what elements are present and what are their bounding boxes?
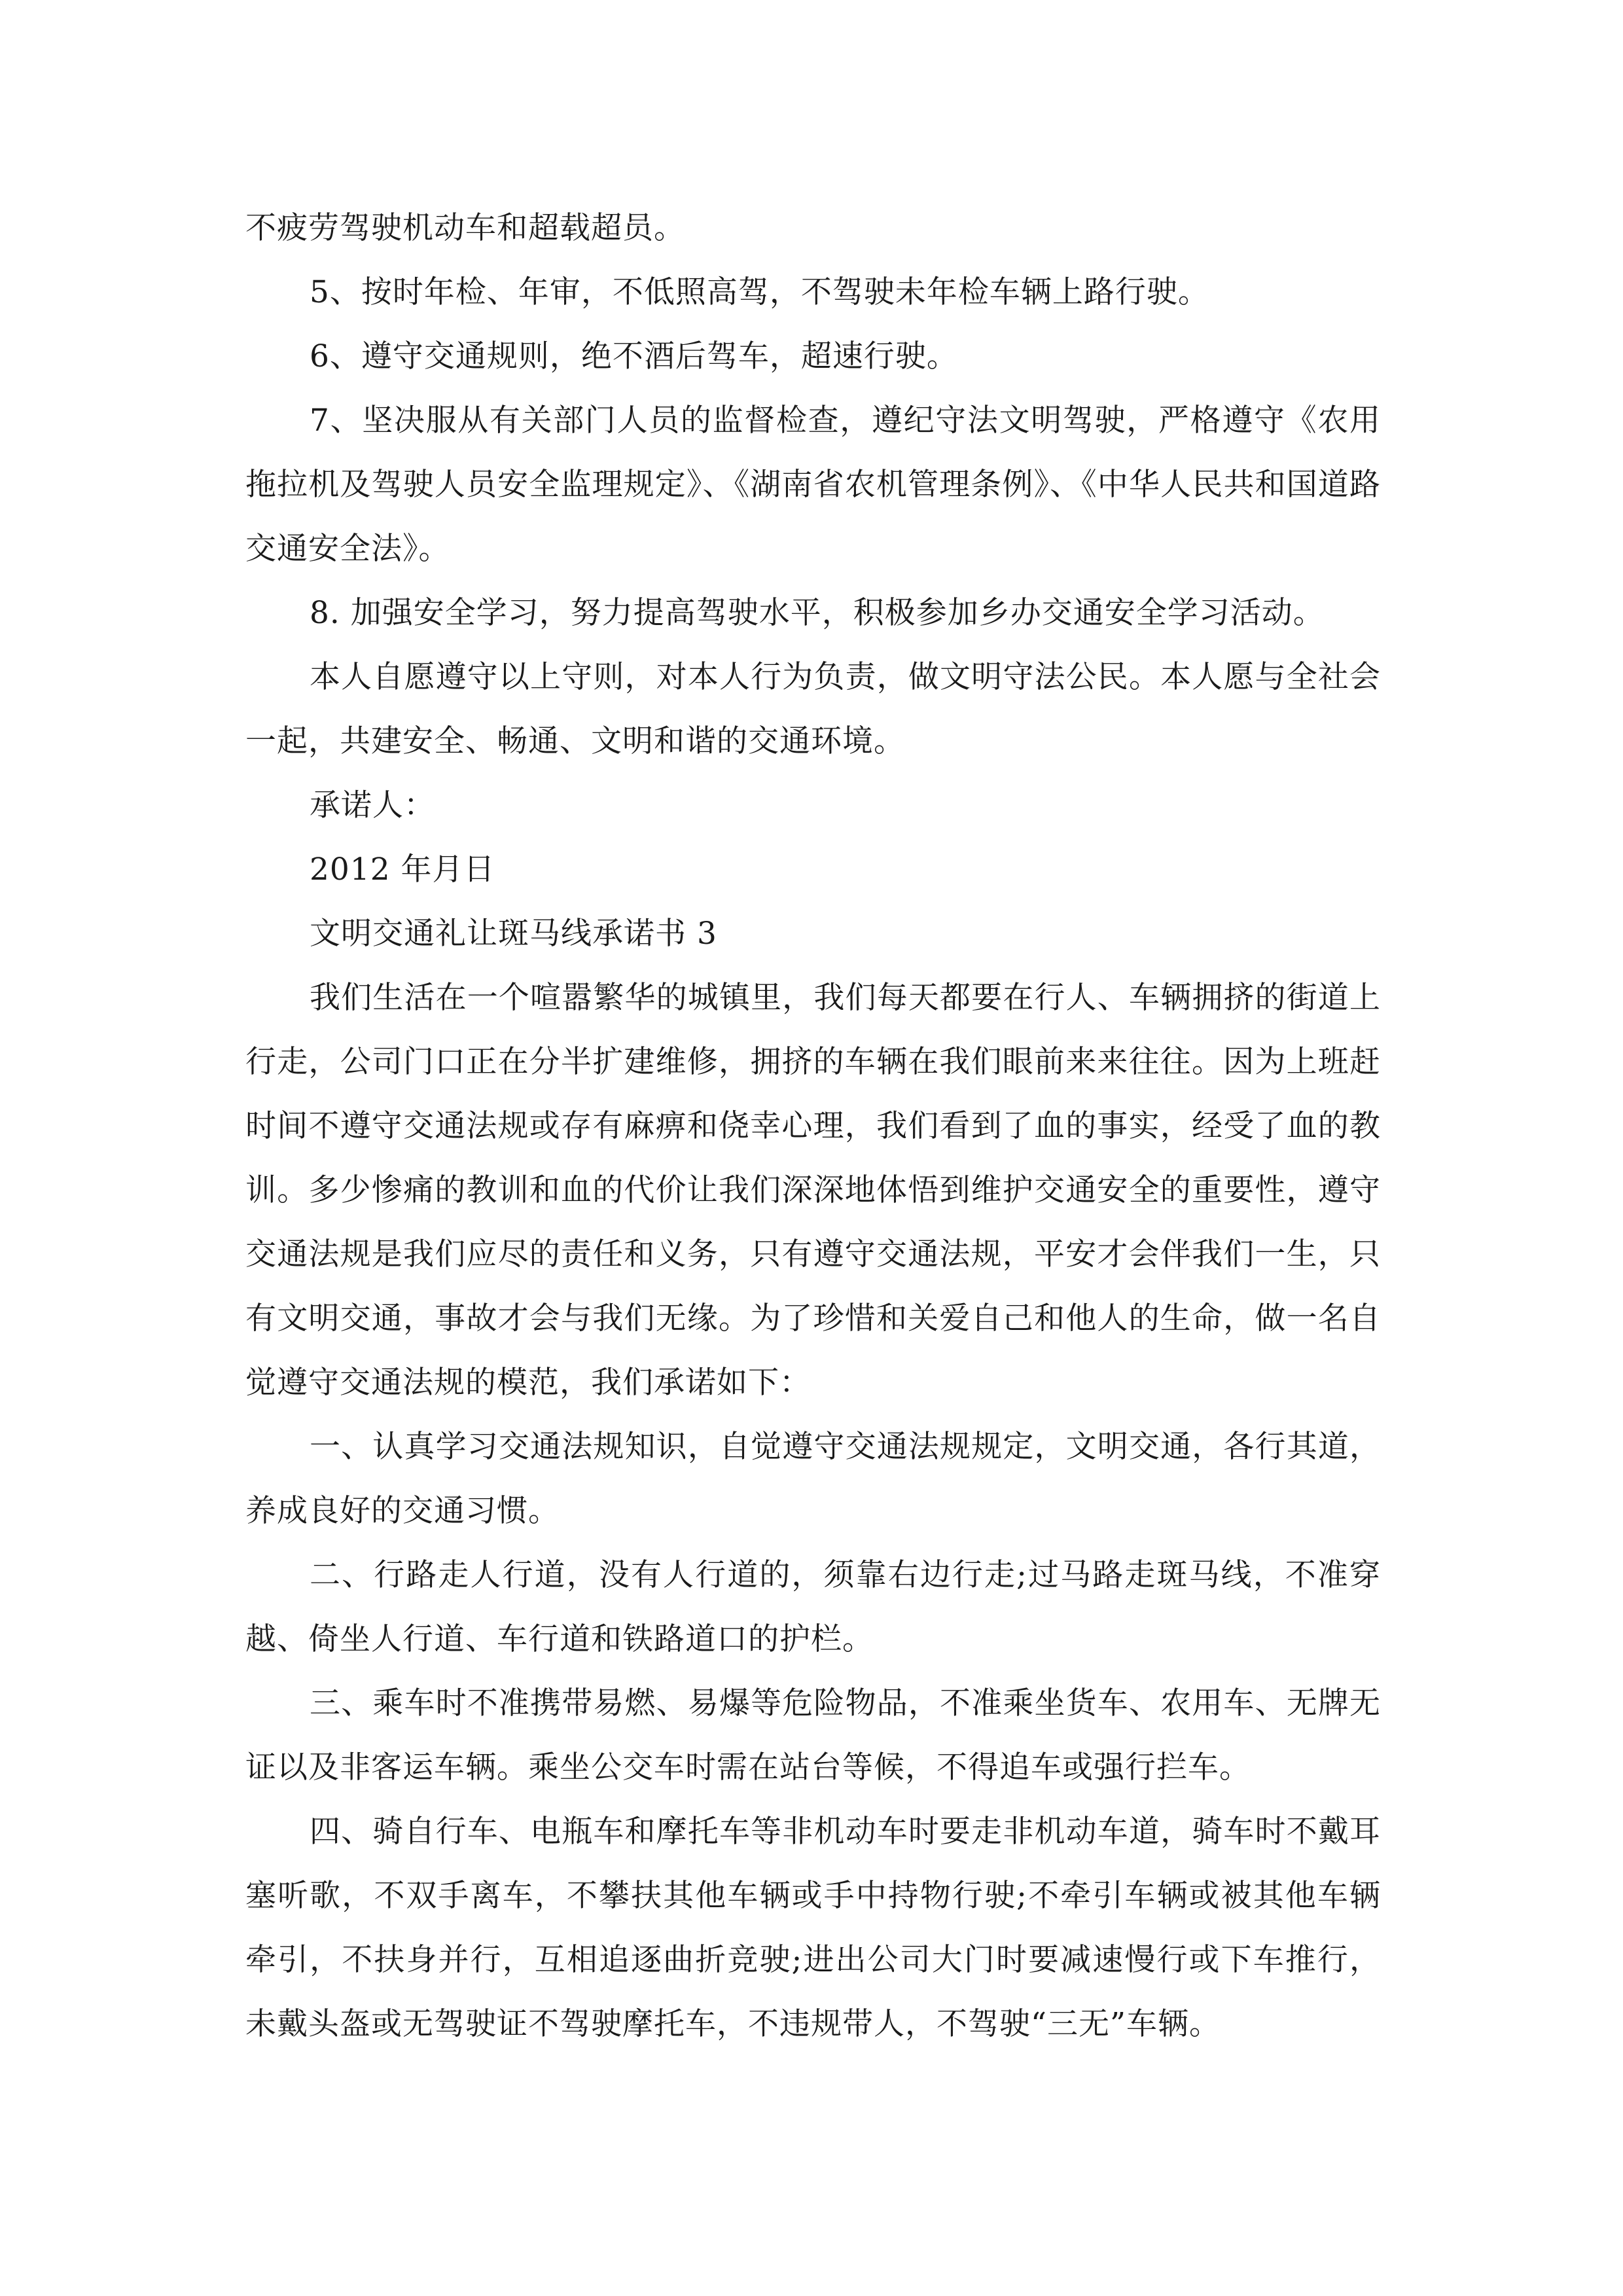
paragraph-item-8: 8. 加强安全学习，努力提高驾驶水平，积极参加乡办交通安全学习活动。 xyxy=(310,595,1325,631)
paragraph-pledge-1: 一、认真学习交通法规知识，自觉遵守交通法规规定，文明交通，各行其道，养成良好的交通习惯。 xyxy=(245,1429,1381,1529)
paragraph-pledge-4: 四、骑自行车、电瓶车和摩托车等非机动车时要走非机动车道，骑车时不戴耳塞听歌，不双手离车，不攀扶其他车辆或手中持物行驶;不牵引车辆或被其他车辆牵引，不扶身并行，互相追逐曲折竞驶;进出公司大门时要减速慢行或下车推行，未戴头盔或无驾驶证不驾驶摩托车，不违规带人，不驾驶“三无”车辆。 xyxy=(245,1814,1381,2042)
section-title: 文明交通礼让斑马线承诺书 3 xyxy=(310,916,717,952)
paragraph-pledge-3: 三、乘车时不准携带易燃、易爆等危险物品，不准乘坐货车、农用车、无牌无证以及非客运车辆。乘坐公交车时需在站台等候，不得追车或强行拦车。 xyxy=(245,1685,1381,1785)
paragraph-item-5: 5、按时年检、年审，不低照高驾，不驾驶未年检车辆上路行驶。 xyxy=(310,274,1209,310)
paragraph-item-6: 6、遵守交通规则，绝不酒后驾车，超速行驶。 xyxy=(310,338,958,374)
paragraph-pledge-2: 二、行路走人行道，没有人行道的，须靠右边行走;过马路走斑马线，不准穿越、倚坐人行道、车行道和铁路道口的护栏。 xyxy=(245,1557,1381,1657)
signature-label: 承诺人： xyxy=(310,787,435,823)
paragraph-item-7: 7、坚决服从有关部门人员的监督检查，遵纪守法文明驾驶，严格遵守《农用拖拉机及驾驶人员安全监理规定》、《湖南省农机管理条例》、《中华人民共和国道路交通安全法》。 xyxy=(245,403,1381,567)
paragraph-continuation: 不疲劳驾驶机动车和超载超员。 xyxy=(245,210,685,246)
date-line: 2012 年月日 xyxy=(310,852,495,888)
paragraph-pledge-statement: 本人自愿遵守以上守则，对本人行为负责，做文明守法公民。本人愿与全社会一起，共建安全、畅通、文明和谐的交通环境。 xyxy=(245,659,1381,759)
paragraph-intro: 我们生活在一个喧嚣繁华的城镇里，我们每天都要在行人、车辆拥挤的街道上行走，公司门口正在分半扩建维修，拥挤的车辆在我们眼前来来往往。因为上班赶时间不遵守交通法规或存有麻痹和侥幸心理，我们看到了血的事实，经受了血的教训。多少惨痛的教训和血的代价让我们深深地体悟到维护交通安全的重要性，遵守交通法规是我们应尽的责任和义务，只有遵守交通法规，平安才会伴我们一生，只有文明交通，事故才会与我们无缘。为了珍惜和关爱自己和他人的生命，做一名自觉遵守交通法规的模范，我们承诺如下： xyxy=(245,980,1381,1401)
document-body xyxy=(245,196,1381,2056)
